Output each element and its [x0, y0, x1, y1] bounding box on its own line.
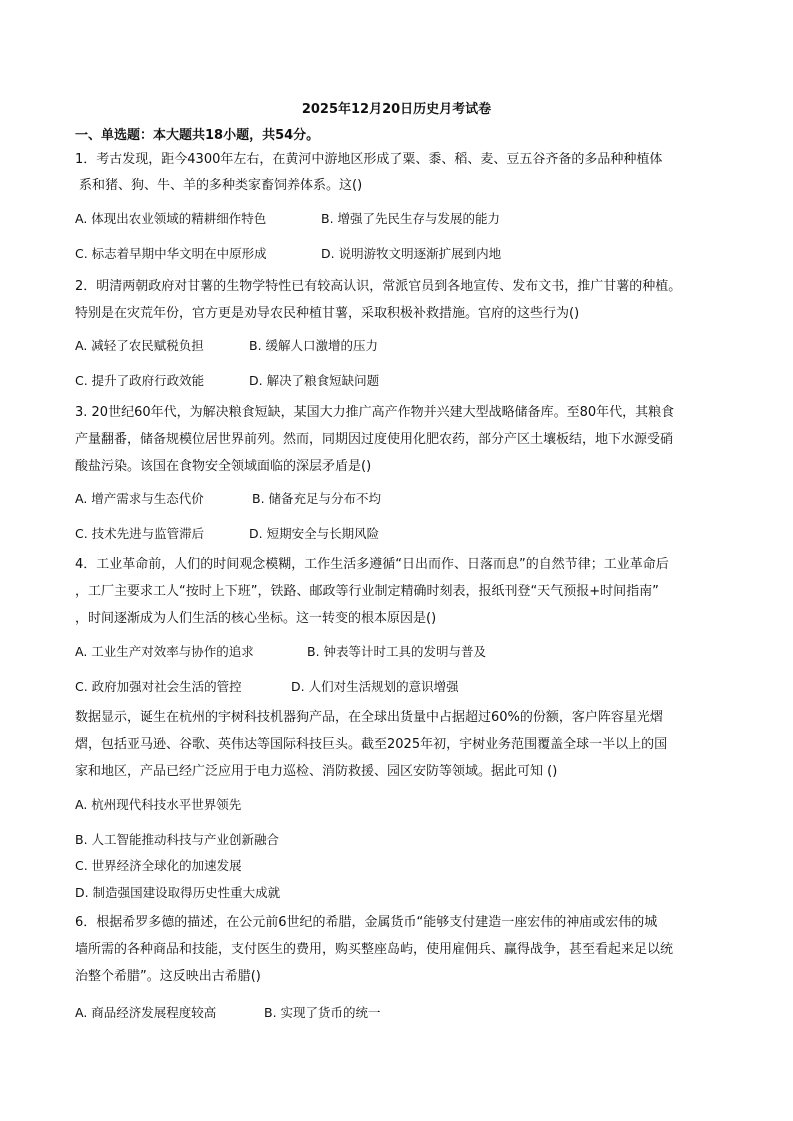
question-4-option-d[interactable]: D. 人们对生活规划的意识增强 — [291, 679, 459, 694]
question-3-line-2: 产量翻番，储备规模位居世界前列。然而，同期因过度使用化肥农药，部分产区土壤板结，地下水源受硝 — [75, 432, 674, 447]
question-4-option-a[interactable]: A. 工业生产对效率与协作的追求 — [75, 644, 254, 659]
question-1-line-1: 1．考古发现，距今4300年左右，在黄河中游地区形成了粟、黍、稻、麦、豆五谷齐备的多品种种植体 — [75, 152, 663, 167]
question-3-line-3: 酸盐污染。该国在食物安全领域面临的深层矛盾是() — [75, 459, 372, 474]
question-3-option-d[interactable]: D. 短期安全与长期风险 — [249, 526, 380, 541]
question-2-option-d[interactable]: D. 解决了粮食短缺问题 — [249, 373, 380, 388]
question-1-option-b[interactable]: B. 增强了先民生存与发展的能力 — [321, 211, 501, 226]
question-4-option-b[interactable]: B. 钟表等计时工具的发明与普及 — [307, 644, 487, 659]
question-2-option-a[interactable]: A. 减轻了农民赋税负担 — [75, 338, 204, 353]
question-5-line-2: 熠，包括亚马逊、谷歌、英伟达等国际科技巨头。截至2025年初，宇树业务范围覆盖全球一半以上的国 — [75, 737, 668, 752]
question-5-line-3: 家和地区，产品已经广泛应用于电力巡检、消防救援、园区安防等领域。据此可知 () — [75, 764, 558, 779]
question-1-option-a[interactable]: A. 体现出农业领域的精耕细作特色 — [75, 211, 267, 226]
question-2-option-b[interactable]: B. 缓解人口激增的压力 — [249, 338, 379, 353]
question-4-option-c[interactable]: C. 政府加强对社会生活的管控 — [75, 679, 242, 694]
question-5-line-1: 数据显示，诞生在杭州的宇树科技机器狗产品，在全球出货量中占据超过60%的份额，客户阵容星光熠 — [75, 710, 663, 725]
question-1-option-c[interactable]: C. 标志着早期中华文明在中原形成 — [75, 246, 267, 261]
question-4-line-2: ，工厂主要求工人“按时上下班”，铁路、邮政等行业制定精确时刻表，报纸刊登“天气预报+时间指南” — [75, 584, 659, 599]
question-6-line-3: 治整个希腊”。这反映出古希腊() — [75, 969, 261, 984]
question-2-option-c[interactable]: C. 提升了政府行政效能 — [75, 373, 205, 388]
section-heading: 一、单选题：本大题共18小题，共54分。 — [75, 128, 320, 143]
question-3-option-c[interactable]: C. 技术先进与监管滞后 — [75, 526, 205, 541]
question-5-option-d[interactable]: D. 制造强国建设取得历史性重大成就 — [75, 885, 281, 900]
question-5-option-a[interactable]: A. 杭州现代科技水平世界领先 — [75, 797, 242, 812]
question-6-option-a[interactable]: A. 商品经济发展程度较高 — [75, 1005, 217, 1020]
question-6-line-2: 墙所需的各种商品和技能，支付医生的费用，购买整座岛屿，使用雇佣兵、赢得战争，甚至看起来足以统 — [75, 942, 674, 957]
question-4-line-3: ，时间逐渐成为人们生活的核心坐标。这一转变的根本原因是() — [75, 611, 437, 626]
question-5-option-c[interactable]: C. 世界经济全球化的加速发展 — [75, 858, 242, 873]
question-3-option-b[interactable]: B. 储备充足与分布不均 — [252, 491, 382, 506]
question-1-line-2: 系和猪、狗、牛、羊的多种类家畜饲养体系。这() — [79, 178, 363, 193]
question-3-line-1: 3. 20世纪60年代，为解决粮食短缺，某国大力推广高产作物并兴建大型战略储备库。至80年代，其粮食 — [75, 405, 675, 420]
question-3-option-a[interactable]: A. 增产需求与生态代价 — [75, 491, 204, 506]
question-2-line-1: 2．明清两朝政府对甘薯的生物学特性已有较高认识，常派官员到各地宣传、发布文书，推广甘薯的种植。 — [75, 279, 682, 294]
question-5-option-b[interactable]: B. 人工智能推动科技与产业创新融合 — [75, 832, 280, 847]
question-6-option-b[interactable]: B. 实现了货币的统一 — [264, 1005, 381, 1020]
question-2-line-2: 特别是在灾荒年份，官方更是劝导农民种植甘薯，采取积极补救措施。官府的这些行为() — [75, 306, 580, 321]
exam-title: 2025年12月20日历史月考试卷 — [301, 102, 492, 117]
question-4-line-1: 4．工业革命前，人们的时间观念模糊，工作生活多遵循“日出而作、日落而息”的自然节律；工业革命后 — [75, 557, 669, 572]
question-1-option-d[interactable]: D. 说明游牧文明逐渐扩展到内地 — [321, 246, 502, 261]
question-6-line-1: 6．根据希罗多德的描述，在公元前6世纪的希腊，金属货币“能够支付建造一座宏伟的神庙或宏伟的城 — [75, 915, 658, 930]
